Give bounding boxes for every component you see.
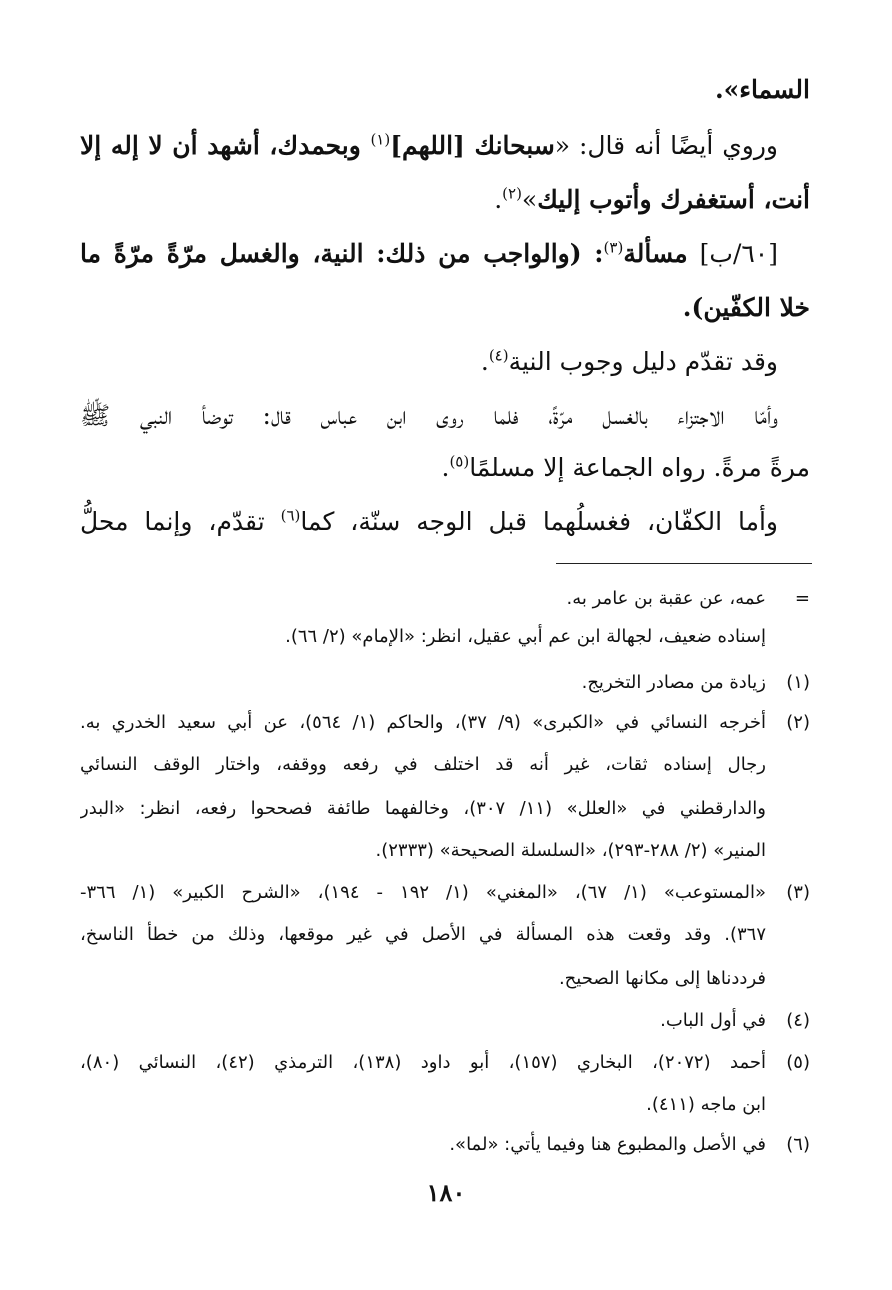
text-line-7 <box>80 396 810 436</box>
footnote-text: ٣٦٧). وقد وقعت هذه المسألة في الأصل في غير موقعها، وذلك من خطأ الناسخ، <box>80 924 766 945</box>
text-line-3 <box>80 180 810 220</box>
text-segment: السماء». <box>714 75 810 104</box>
text-segment: . <box>494 185 503 214</box>
footnote-text: المنير» (٢/ ٢٨٨-٢٩٣)، «السلسلة الصحيحة» (٢٣٣٣). <box>375 840 766 861</box>
masala-heading: مسألة <box>623 239 688 268</box>
footnote-number: (١) <box>786 672 810 693</box>
page-number: ١٨٠ <box>426 1178 466 1207</box>
footnote-number: (٢) <box>786 712 810 733</box>
footnote-line <box>80 748 810 782</box>
folio-marker: [٦٠/ب] <box>687 239 778 268</box>
footnote-number: = <box>794 588 810 609</box>
footnote-text: والدارقطني في «العلل» (١١/ ٣٠٧)، وخالفهما طائفة فصححوا رفعه، انظر: «البدر <box>80 798 766 819</box>
text-line-2 <box>80 126 810 166</box>
matn-text: خلا الكفّين). <box>682 293 810 322</box>
footnote-line <box>80 1088 810 1122</box>
footnote-number: (٦) <box>786 1134 810 1155</box>
footnote-number: (٥) <box>786 1052 810 1073</box>
text-segment: . <box>480 347 489 376</box>
text-line-9 <box>80 502 810 542</box>
footnote-text: ابن ماجه (٤١١). <box>646 1094 766 1115</box>
footnote-6 <box>80 1128 810 1162</box>
footnote-continuation <box>80 582 810 616</box>
footnote-ref-3[interactable]: (٣) <box>603 238 624 257</box>
quote-bold: أنت، أستغفرك وأتوب إليك <box>537 185 810 214</box>
footnote-text: رجال إسناده ثقات، غير أنه قد اختلف في رفعه ووقفه، واختار الوقف النسائي <box>80 754 766 775</box>
text-line-4 <box>80 234 810 274</box>
footnote-number: (٣) <box>786 882 810 903</box>
footnote-text: «المستوعب» (١/ ٦٧)، «المغني» (١/ ١٩٢ - ١٩٤)، «الشرح الكبير» (١/ ٣٦٦- <box>80 882 766 903</box>
quote-bold: سبحانك [اللهم] <box>390 131 555 160</box>
text-line-6 <box>80 342 810 382</box>
text-line-1 <box>80 70 810 110</box>
footnote-number: (٤) <box>786 1010 810 1031</box>
footnote-3 <box>80 876 810 910</box>
quote-bold: وبحمدك، أشهد أن لا إله إلا <box>80 131 371 160</box>
footnote-text: زيادة من مصادر التخريج. <box>581 672 766 693</box>
footnote-text: أخرجه النسائي في «الكبرى» (٩/ ٣٧)، والحاكم (١/ ٥٦٤)، عن أبي سعيد الخدري به. <box>80 712 766 733</box>
footnote-text: في الأصل والمطبوع هنا وفيما يأتي: «لما». <box>449 1134 766 1155</box>
footnote-text: عمه، عن عقبة بن عامر به. <box>566 588 766 609</box>
text-segment: وروي أيضًا أنه قال: « <box>554 131 778 160</box>
footnote-ref-5[interactable]: (٥) <box>449 452 470 471</box>
footnote-ref-1[interactable]: (١) <box>370 130 391 149</box>
footnote-line <box>80 918 810 952</box>
text-line-5 <box>80 288 810 328</box>
footnote-ref-2[interactable]: (٢) <box>502 184 522 203</box>
footnote-ref-6[interactable]: (٦) <box>280 506 301 525</box>
footnote-2 <box>80 706 810 740</box>
matn-text: : (والواجب من ذلك: النية، والغسل مرّةً مرّةً ما <box>80 239 604 268</box>
text-segment: وأما الكفّان، فغسلُهما قبل الوجه سنّة، كما <box>300 507 778 536</box>
text-segment: » <box>521 185 538 214</box>
footnote-divider <box>556 563 812 564</box>
footnote-ref-4[interactable]: (٤) <box>488 346 509 365</box>
text-line-8 <box>80 448 810 488</box>
footnote-line <box>80 620 810 654</box>
footnote-line <box>80 962 810 996</box>
footnote-text: أحمد (٢٠٧٢)، البخاري (١٥٧)، أبو داود (١٣٨)، الترمذي (٤٢)، النسائي (٨٠)، <box>80 1052 766 1073</box>
main-text <box>80 70 810 550</box>
text-segment: . <box>441 453 450 482</box>
text-segment: مرةً مرةً. رواه الجماعة إلا مسلمًا <box>469 453 810 482</box>
footnote-text: في أول الباب. <box>660 1010 766 1031</box>
footnote-1 <box>80 666 810 700</box>
text-segment: وقد تقدّم دليل وجوب النية <box>508 347 778 376</box>
text-segment: تقدّم، وإنما محلُّ <box>80 507 281 536</box>
footnote-4 <box>80 1004 810 1038</box>
footnote-text: فرددناها إلى مكانها الصحيح. <box>558 968 766 989</box>
footnote-5 <box>80 1046 810 1080</box>
footnote-line <box>80 834 810 868</box>
footnote-text: إسناده ضعيف، لجهالة ابن عم أبي عقيل، انظر: «الإمام» (٢/ ٦٦). <box>285 626 766 647</box>
text-segment: وأمّا الاجتزاء بالغسل مرّةً، فلما روى ابن عباس قال: توضأ النبي ﷺ <box>80 401 778 430</box>
footnote-line <box>80 792 810 826</box>
